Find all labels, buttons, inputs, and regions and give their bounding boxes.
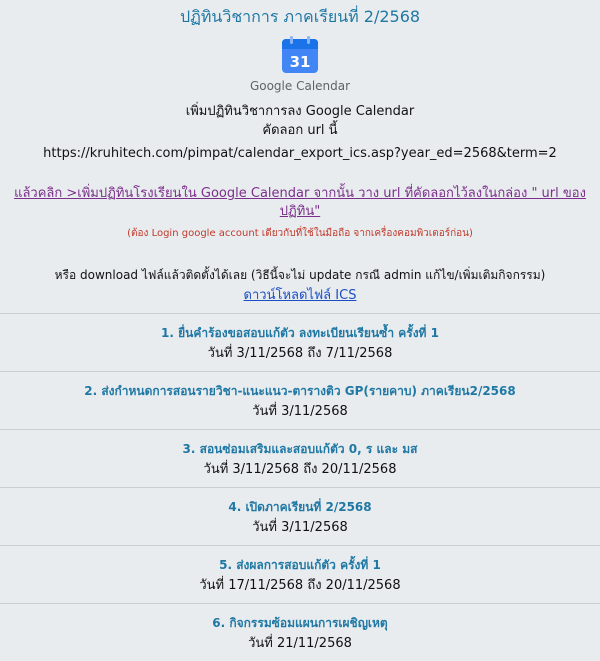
event-date: วันที่ 3/11/2568 [252, 520, 348, 535]
event-date: วันที่ 3/11/2568 [252, 404, 348, 419]
download-ics-link[interactable]: ดาวน์โหลดไฟล์ ICS [243, 288, 357, 303]
download-instruction: หรือ download ไฟล์แล้วติดตั้งได้เลย (วิธีนี้จะไม่ update กรณี admin แก้ไข/เพิ่มเติมกิจกรรม) [54, 268, 546, 282]
event-title: 6. กิจกรรมซ้อมแผนการเผชิญเหตุ [212, 616, 388, 630]
event-date: วันที่ 21/11/2568 [248, 636, 352, 651]
add-calendar-link[interactable]: แล้วคลิก >เพิ่มปฏิทินโรงเรียนใน Google Calendar จากนั้น วาง url ที่คัดลอกไว้ลงในกล่อง " url ของปฏิทิน" [14, 186, 586, 219]
calendar-url[interactable]: https://kruhitech.com/pimpat/calendar_export_ics.asp?year_ed=2568&term=2 [43, 146, 557, 161]
login-note: (ต้อง Login google account เดียวกับที่ใช้ในมือถือ จากเครื่องคอมพิวเตอร์ก่อน) [127, 228, 473, 239]
google-calendar-label: Google Calendar [249, 79, 351, 93]
list-item [0, 487, 600, 545]
header [0, 0, 600, 305]
event-title: 1. ยื่นคำร้องขอสอบแก้ตัว ลงทะเบียนเรียนซ้ำ ครั้งที่ 1 [161, 326, 439, 340]
event-date: วันที่ 3/11/2568 ถึง 7/11/2568 [207, 346, 393, 361]
event-title: 2. ส่งกำหนดการสอนรายวิชา-แนะแนว-ตารางติว GP(รายคาบ) ภาคเรียน2/2568 [84, 384, 516, 398]
list-item [0, 313, 600, 371]
event-title: 4. เปิดภาคเรียนที่ 2/2568 [228, 500, 372, 514]
google-calendar-icon [279, 34, 321, 76]
event-date: วันที่ 3/11/2568 ถึง 20/11/2568 [203, 462, 397, 477]
instructions [0, 102, 600, 140]
event-date: วันที่ 17/11/2568 ถึง 20/11/2568 [199, 578, 401, 593]
page-title: ปฏิทินวิชาการ ภาคเรียนที่ 2/2568 [179, 7, 421, 26]
instruction-line-1: เพิ่มปฏิทินวิชาการลง Google Calendar [185, 104, 415, 119]
list-item [0, 603, 600, 661]
calendar-day-number: 31 [289, 53, 311, 71]
event-list [0, 313, 600, 661]
list-item [0, 371, 600, 429]
list-item [0, 429, 600, 487]
event-title: 3. สอนซ่อมเสริมและสอบแก้ตัว 0, ร และ มส [182, 442, 418, 456]
event-title: 5. ส่งผลการสอบแก้ตัว ครั้งที่ 1 [219, 558, 381, 572]
instruction-line-2: คัดลอก url นี้ [262, 123, 338, 138]
list-item [0, 545, 600, 603]
